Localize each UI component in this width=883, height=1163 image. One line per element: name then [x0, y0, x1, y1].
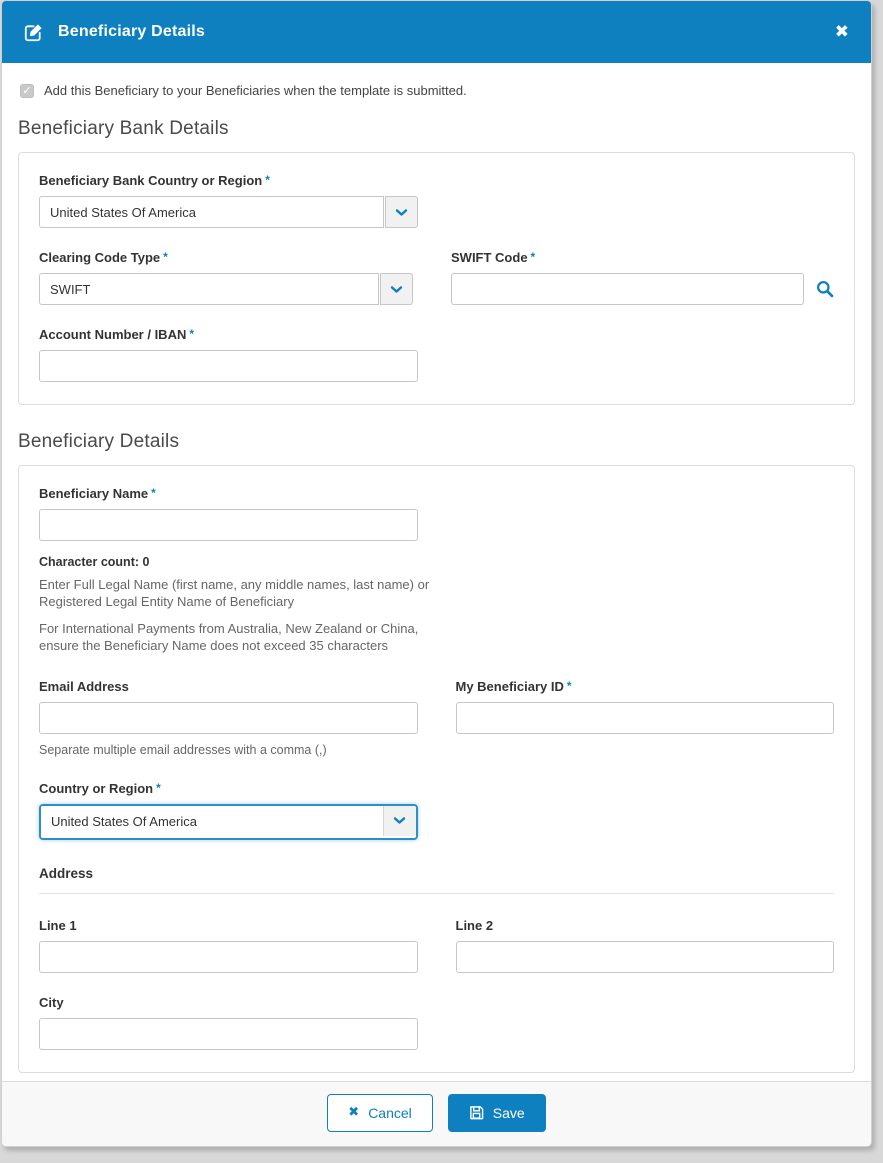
required-marker: *: [163, 250, 168, 264]
add-beneficiary-checkbox[interactable]: ✓: [20, 84, 34, 98]
add-beneficiary-checkbox-label: Add this Beneficiary to your Beneficiaries when the template is submitted.: [44, 83, 467, 98]
add-beneficiary-checkbox-row: [20, 83, 855, 98]
account-number-label: Account Number / IBAN *: [39, 327, 195, 342]
email-help: Separate multiple email addresses with a comma (,): [39, 742, 327, 757]
country-or-region-label: Country or Region *: [39, 780, 161, 796]
country-or-region-select[interactable]: [39, 804, 418, 840]
country-or-region-value: United States Of America: [41, 806, 383, 838]
required-marker: *: [530, 250, 536, 264]
beneficiary-name-help-1: Enter Full Legal Name (first name, any middle names, last name) or Registered Legal Entity Name of Beneficiary: [39, 577, 430, 609]
bank-country-select[interactable]: [39, 196, 418, 228]
modal-body: [2, 63, 871, 1081]
beneficiary-details-modal: [1, 0, 872, 1147]
required-marker: *: [265, 173, 270, 187]
email-address-label: Email Address: [39, 678, 129, 694]
bank-section-heading: Beneficiary Bank Details: [18, 118, 229, 139]
beneficiary-name-input[interactable]: [39, 509, 418, 541]
beneficiary-section-heading: Beneficiary Details: [18, 431, 180, 452]
my-beneficiary-id-label: My Beneficiary ID *: [455, 678, 572, 694]
required-marker: *: [189, 327, 195, 341]
required-marker: *: [566, 678, 572, 693]
swift-code-input[interactable]: [451, 273, 804, 305]
city-label: City: [39, 994, 64, 1010]
edit-icon: [24, 23, 43, 42]
city-input[interactable]: [39, 1018, 418, 1050]
address-line1-input[interactable]: [39, 941, 418, 973]
modal-title: Beneficiary Details: [58, 23, 205, 40]
address-line2-input[interactable]: [456, 941, 835, 973]
save-disk-icon: [469, 1105, 484, 1120]
address-line1-label: Line 1: [39, 917, 77, 933]
cancel-x-icon: ✖: [348, 1105, 360, 1121]
chevron-down-icon: [385, 196, 418, 228]
character-count: Character count: 0: [39, 555, 150, 569]
clearing-code-type-value: SWIFT: [39, 273, 379, 305]
email-address-input[interactable]: [39, 702, 418, 734]
address-line2-label: Line 2: [455, 917, 494, 933]
modal-header: [2, 1, 871, 63]
beneficiary-name-help-2: For International Payments from Australia, New Zealand or China, ensure the Beneficiary Name does not exceed 35 characters: [39, 620, 419, 653]
swift-code-label: SWIFT Code *: [451, 250, 536, 265]
account-number-input[interactable]: [39, 350, 418, 382]
chevron-down-icon: [380, 273, 413, 305]
my-beneficiary-id-input[interactable]: [456, 702, 835, 734]
close-icon[interactable]: ✖: [834, 21, 849, 42]
beneficiary-details-panel: [18, 465, 855, 1073]
bank-country-label: Beneficiary Bank Country or Region *: [39, 173, 270, 188]
clearing-code-type-select[interactable]: [39, 273, 413, 305]
clearing-code-type-label: Clearing Code Type *: [39, 250, 168, 265]
modal-footer: [2, 1081, 871, 1146]
required-marker: *: [156, 780, 161, 795]
chevron-down-icon: [383, 806, 416, 836]
bank-country-value: United States Of America: [39, 196, 384, 228]
beneficiary-name-label: Beneficiary Name *: [39, 486, 156, 501]
address-divider: [39, 893, 834, 894]
cancel-button[interactable]: ✖ Cancel: [327, 1094, 433, 1132]
bank-details-panel: [18, 152, 855, 405]
required-marker: *: [151, 486, 156, 500]
address-sub-heading: Address: [39, 865, 94, 881]
save-button[interactable]: Save: [448, 1094, 546, 1132]
search-icon[interactable]: [816, 280, 834, 298]
